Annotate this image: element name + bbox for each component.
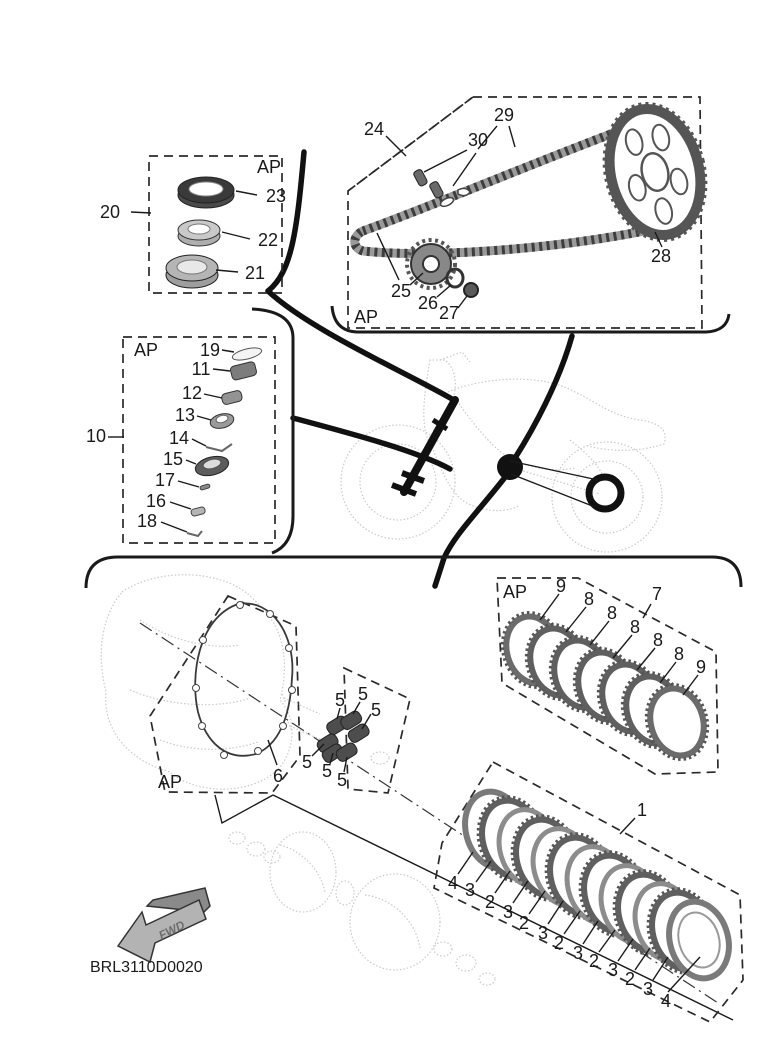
part-label-24: 24 <box>363 119 385 139</box>
part-label-17: 17 <box>154 470 176 490</box>
plate-label: 8 <box>583 589 595 609</box>
stack-label: 4 <box>660 991 672 1011</box>
part-label-28: 28 <box>650 246 672 266</box>
engine-ghost <box>101 575 292 789</box>
bearing-21 <box>166 255 218 288</box>
stack-label: 2 <box>484 892 496 912</box>
part-label-6: 6 <box>272 766 284 786</box>
part-label-16: 16 <box>145 491 167 511</box>
part-label-15: 15 <box>162 449 184 469</box>
part-label-13: 13 <box>174 405 196 425</box>
cover-box-pointer <box>215 795 273 823</box>
friction-plates <box>494 605 717 767</box>
plate-label: 8 <box>606 603 618 623</box>
friction-plate-kit <box>494 576 718 774</box>
drawing-code: BRL3110D0020 <box>90 959 203 976</box>
stack-label: 2 <box>624 969 636 989</box>
plate-label: 8 <box>629 617 641 637</box>
bearing-23 <box>178 177 234 208</box>
part-label-23: 23 <box>266 186 287 206</box>
part-label-21: 21 <box>245 263 266 283</box>
spring-label: 5 <box>370 700 382 720</box>
part-label-25: 25 <box>390 281 412 301</box>
stack-label: 3 <box>464 880 476 900</box>
spring-label: 5 <box>301 752 313 772</box>
fwd-arrow-label: FWD <box>156 917 188 943</box>
part-label-1: 1 <box>636 800 648 820</box>
part-label-22: 22 <box>258 230 279 250</box>
stack-label: 3 <box>572 943 584 963</box>
fwd-arrow <box>118 888 210 962</box>
stack-label: 3 <box>607 960 619 980</box>
stack-label: 3 <box>537 923 549 943</box>
plate-label: 8 <box>673 644 685 664</box>
ap-badge: AP <box>134 340 159 360</box>
plate-label: 9 <box>555 576 567 596</box>
cover-gasket <box>193 602 296 759</box>
ap-badge: AP <box>257 157 282 177</box>
part-label-14: 14 <box>168 428 190 448</box>
motorcycle-ghost <box>341 352 665 552</box>
stack-label: 3 <box>502 902 514 922</box>
crankcase-cover-kit <box>150 596 300 793</box>
part-label-29: 29 <box>493 105 515 125</box>
drive-chain-kit <box>348 93 719 328</box>
part-label-7: 7 <box>651 584 663 604</box>
nut-27 <box>464 283 478 297</box>
stack-label: 3 <box>642 979 654 999</box>
stack-label: 4 <box>447 873 459 893</box>
part-label-27: 27 <box>438 303 460 323</box>
clutch-ghost-parts <box>229 832 495 985</box>
plate-label: 8 <box>652 630 664 650</box>
bearing-22 <box>178 220 220 246</box>
part-label-26: 26 <box>417 293 439 313</box>
ap-badge: AP <box>354 307 379 327</box>
ap-badge: AP <box>158 772 183 792</box>
part-label-19: 19 <box>199 340 221 360</box>
rear-sprocket-highlight <box>589 477 621 509</box>
steering-bearing-kit <box>100 156 286 293</box>
spring-label: 5 <box>321 761 333 781</box>
part-label-10: 10 <box>85 426 107 446</box>
spring-label: 5 <box>357 684 369 704</box>
part-label-11: 11 <box>191 359 211 379</box>
ap-badge: AP <box>503 582 528 602</box>
spring-label: 5 <box>336 770 348 790</box>
callout-leader-curves <box>268 152 572 586</box>
clutch-springs <box>315 709 371 764</box>
part-label-20: 20 <box>99 202 121 222</box>
plate-label: 9 <box>695 657 707 677</box>
part-label-12: 12 <box>181 383 203 403</box>
engine-sprocket-highlight <box>497 454 523 480</box>
part-label-30: 30 <box>467 130 489 150</box>
part-label-18: 18 <box>136 511 158 531</box>
clutch-spring-kit <box>302 668 410 793</box>
stack-label: 2 <box>553 933 565 953</box>
spring-label: 5 <box>334 690 346 710</box>
stack-label: 2 <box>588 951 600 971</box>
front-axle-kit <box>86 337 275 543</box>
stack-label: 2 <box>518 913 530 933</box>
